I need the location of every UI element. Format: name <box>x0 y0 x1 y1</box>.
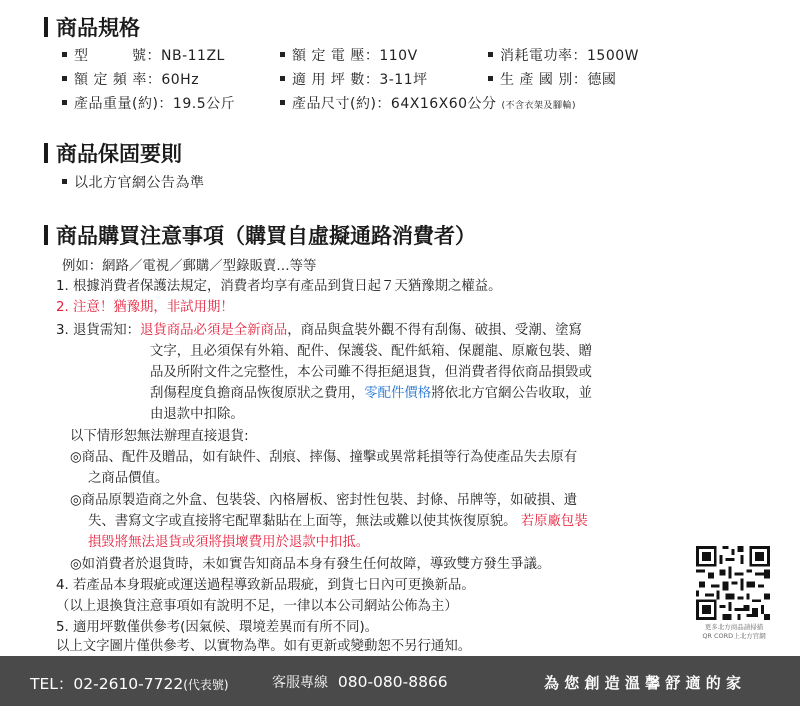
closing-note: 以上文字圖片僅供參考、以實物為準。如有更新或變動恕不另行通知。 <box>56 639 472 654</box>
section-title-specs: 商品規格 <box>44 12 140 42</box>
condition-1-line-1: ◎商品、配件及贈品，如有缺件、刮痕、摔傷、撞擊或異常耗損等行為使產品失去原有 <box>70 450 578 465</box>
notice-item-3-line-3: 品及所附文件之完整性，本公司雖不得拒絕退貨，但消費者得依商品損毀或 <box>150 365 592 380</box>
spec-voltage: 額 定 電 壓：110V <box>280 45 418 65</box>
notice-item-3-highlight: 退貨商品必須是全新商品 <box>140 323 288 338</box>
bullet-square-icon <box>62 76 67 81</box>
spec-area: 適 用 坪 數：3-11坪 <box>280 69 428 89</box>
condition-3: ◎如消費者於退貨時，未如實告知商品本身有發生任何故障，導致雙方發生爭議。 <box>70 557 551 572</box>
parts-price-highlight: 零配件價格 <box>364 386 432 401</box>
bullet-square-icon <box>488 76 493 81</box>
spec-power: 消耗電功率：1500W <box>488 45 639 65</box>
notice-item-5: 5. 適用坪數僅供參考(因氣候、環境差異而有所不同)。 <box>56 620 379 635</box>
notice-item-3-line-5: 由退款中扣除。 <box>150 407 244 422</box>
spec-weight: 產品重量(約)：19.5公斤 <box>62 93 235 113</box>
condition-2-highlight-1: 若原廠包裝 <box>520 514 588 529</box>
bullet-square-icon <box>488 52 493 57</box>
footer-tel: TEL：02-2610-7722(代表號) <box>30 675 229 693</box>
conditions-title: 以下情形恕無法辦理直接退貨: <box>70 429 249 444</box>
bullet-square-icon <box>280 52 285 57</box>
spec-model: 型 號：NB-11ZL <box>62 45 225 65</box>
title-bar <box>44 143 48 163</box>
qr-caption-2: QR CORD上北方官網 <box>702 632 766 640</box>
warranty-item: 以北方官網公告為準 <box>62 172 205 192</box>
section-title-warranty: 商品保固要則 <box>44 138 182 168</box>
title-bar <box>44 17 48 37</box>
bullet-square-icon <box>280 76 285 81</box>
notice-item-1: 1. 根據消費者保護法規定，消費者均享有產品到貨日起７天猶豫期之權益。 <box>56 279 502 294</box>
section-title-notice: 商品購買注意事項（購買自虛擬通路消費者） <box>44 220 476 250</box>
bullet-square-icon <box>280 100 285 105</box>
condition-2-line-1: ◎商品原製造商之外盒、包裝袋、內格層板、密封性包裝、封條、吊牌等，如破損、遺 <box>70 493 578 508</box>
spec-size: 產品尺寸(約)：64X16X60公分 (不含衣架及腳輪) <box>280 93 576 113</box>
spec-size-note: (不含衣架及腳輪) <box>501 101 577 111</box>
service-number[interactable]: 080-080-8866 <box>337 673 448 691</box>
condition-1-line-2: 之商品價值。 <box>88 471 169 486</box>
bullet-square-icon <box>62 179 67 184</box>
condition-2-highlight-2: 損毀將無法退貨或須將損壞費用於退款中扣抵。 <box>88 535 370 550</box>
notice-item-4: 4. 若產品本身瑕疵或運送過程導致新品瑕疵，到貨七日內可更換新品。 <box>56 578 475 593</box>
bullet-square-icon <box>62 52 67 57</box>
notice-item-3-line-4: 刮傷程度負擔商品恢復原狀之費用，零配件價格將依北方官網公告收取，並 <box>150 386 592 401</box>
spec-frequency: 額 定 頻 率：60Hz <box>62 69 199 89</box>
footer-bar <box>0 656 800 706</box>
spec-origin: 生 產 國 別：德國 <box>488 69 616 89</box>
notice-example: 例如：網路／電視／郵購／型錄販賣…等等 <box>62 259 317 274</box>
condition-2-line-2: 失、書寫文字或直接將宅配單黏貼在上面等，無法或難以使其恢復原貌。 若原廠包裝 <box>88 514 588 529</box>
title-bar <box>44 225 48 245</box>
footer-service: 客服專線 080-080-8866 <box>272 673 448 691</box>
footer-slogan: 為 您 創 造 溫 馨 舒 適 的 家 <box>544 674 742 692</box>
tel-number[interactable]: 02-2610-7722 <box>73 675 184 693</box>
notice-item-2: 2. 注意！猶豫期，非試用期！ <box>56 300 234 315</box>
qr-caption-1: 更多北方商品請掃描 <box>704 623 764 631</box>
notice-item-4-note: （以上退換貨注意事項如有說明不足，一律以本公司網站公佈為主） <box>56 599 458 614</box>
bullet-square-icon <box>62 100 67 105</box>
qr-code-icon[interactable] <box>696 546 770 620</box>
notice-item-3-line-2: 文字，且必須保有外箱、配件、保護袋、配件紙箱、保麗龍、原廠包裝、贈 <box>150 344 592 359</box>
notice-item-3-line-1: 3. 退貨需知：退貨商品必須是全新商品，商品與盒裝外觀不得有刮傷、破損、受潮、塗寫 <box>56 323 582 338</box>
